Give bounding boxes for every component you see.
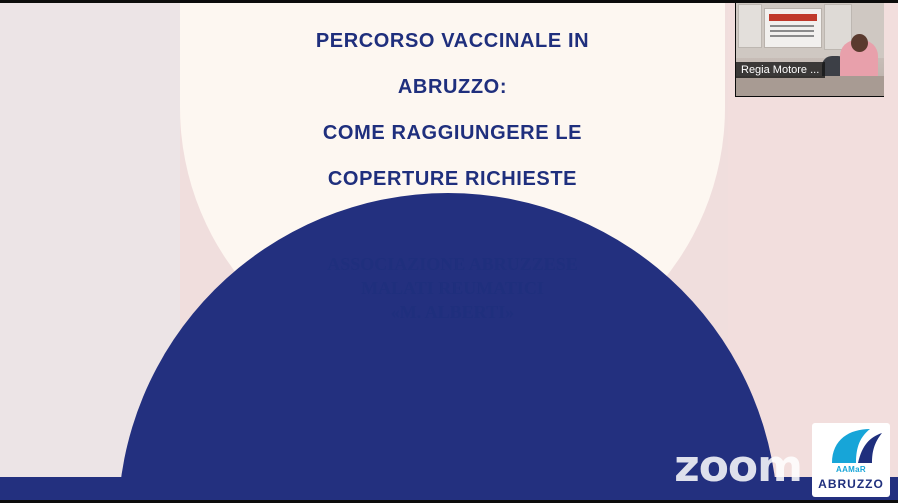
participant-name-label: Regia Motore ... [736,62,825,78]
slide-title-line-3: COME RAGGIUNGERE LE [322,122,583,144]
slide-title-line-4: COPERTURE RICHIESTE [327,168,578,190]
slide-subtitle-line-1: ASSOCIAZIONE ABRUZZESE [327,254,578,274]
logo-bottom-text: ABRUZZO [818,477,884,491]
slide-title [180,18,725,202]
thumb-backdrop-banner [764,8,822,48]
zoom-watermark: zoom [674,441,802,492]
thumb-banner-line-3 [770,35,814,37]
thumb-panel-left [738,4,762,48]
slide-subtitle-line-2: MALATI REUMATICI [361,278,544,298]
thumb-person-head [851,34,868,52]
thumb-banner-line-1 [770,25,814,27]
slide-subtitle [180,252,725,324]
slide-title-line-1: PERCORSO VACCINALE IN [315,30,590,52]
participant-video-feed [736,0,884,96]
association-logo [812,423,890,497]
slide-subtitle-line-3: «M. ALBERTI» [390,302,515,322]
thumb-banner-bar [769,14,817,21]
thumb-foreground-table [736,76,884,96]
logo-top-text: AAMaR [836,465,866,474]
screen-frame-top [0,0,898,3]
participant-thumbnail[interactable] [735,0,884,97]
slide-title-line-2: ABRUZZO: [397,76,508,98]
thumb-banner-line-2 [770,30,814,32]
logo-wave-icon [812,425,890,469]
